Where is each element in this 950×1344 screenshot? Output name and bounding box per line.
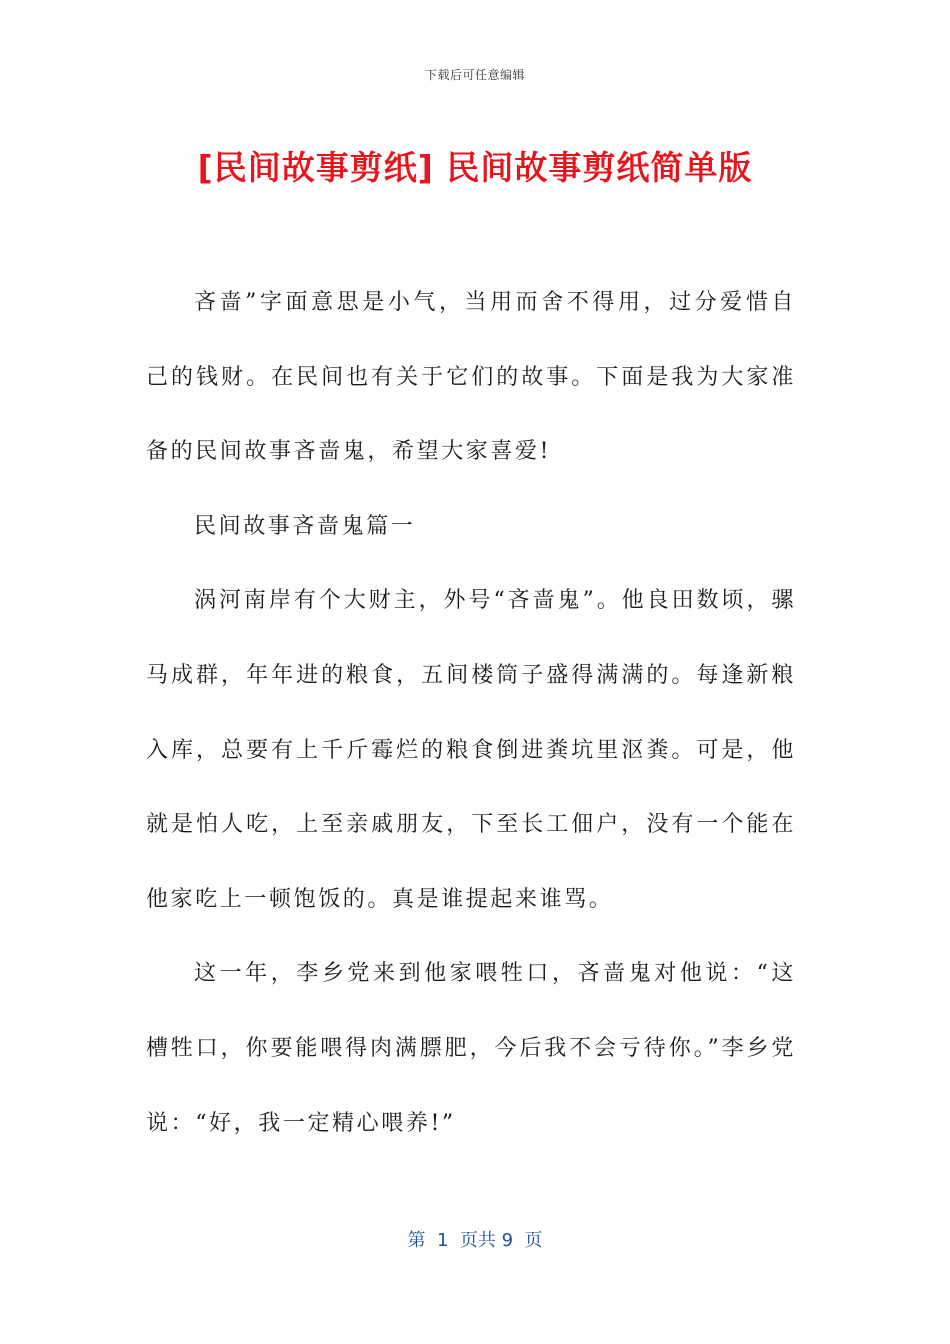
header-note: 下载后可任意编辑 <box>424 68 525 82</box>
section-heading: 民间故事吝啬鬼篇一 <box>194 513 416 539</box>
document-title: [民间故事剪纸] 民间故事剪纸简单版 <box>197 148 753 187</box>
paragraph-story-2: 这一年，李乡党来到他家喂牲口，吝啬鬼对他说：“这槽牲口，你要能喂得肉满膘肥，今后我不会亏待你。”李乡党说：“好，我一定精心喂养!” <box>146 961 796 1136</box>
page-number-footer: 第 1 页共 9 页 <box>407 1230 543 1251</box>
paragraph-story-1: 涡河南岸有个大财主，外号“吝啬鬼”。他良田数顷，骡马成群，年年进的粮食，五间楼筒子盛得满满的。每逢新粮入库，总要有上千斤霉烂的粮食倒进粪坑里沤粪。可是，他就是怕人吃，上至亲戚朋友，下至长工佃户，没有一个能在他家吃上一顿饱饭的。真是谁提起来谁骂。 <box>146 588 796 912</box>
paragraph-intro: 吝啬”字面意思是小气，当用而舍不得用，过分爱惜自己的钱财。在民间也有关于它们的故事。下面是我为大家准备的民间故事吝啬鬼，希望大家喜爱! <box>146 290 796 465</box>
document-body <box>146 266 796 1161</box>
